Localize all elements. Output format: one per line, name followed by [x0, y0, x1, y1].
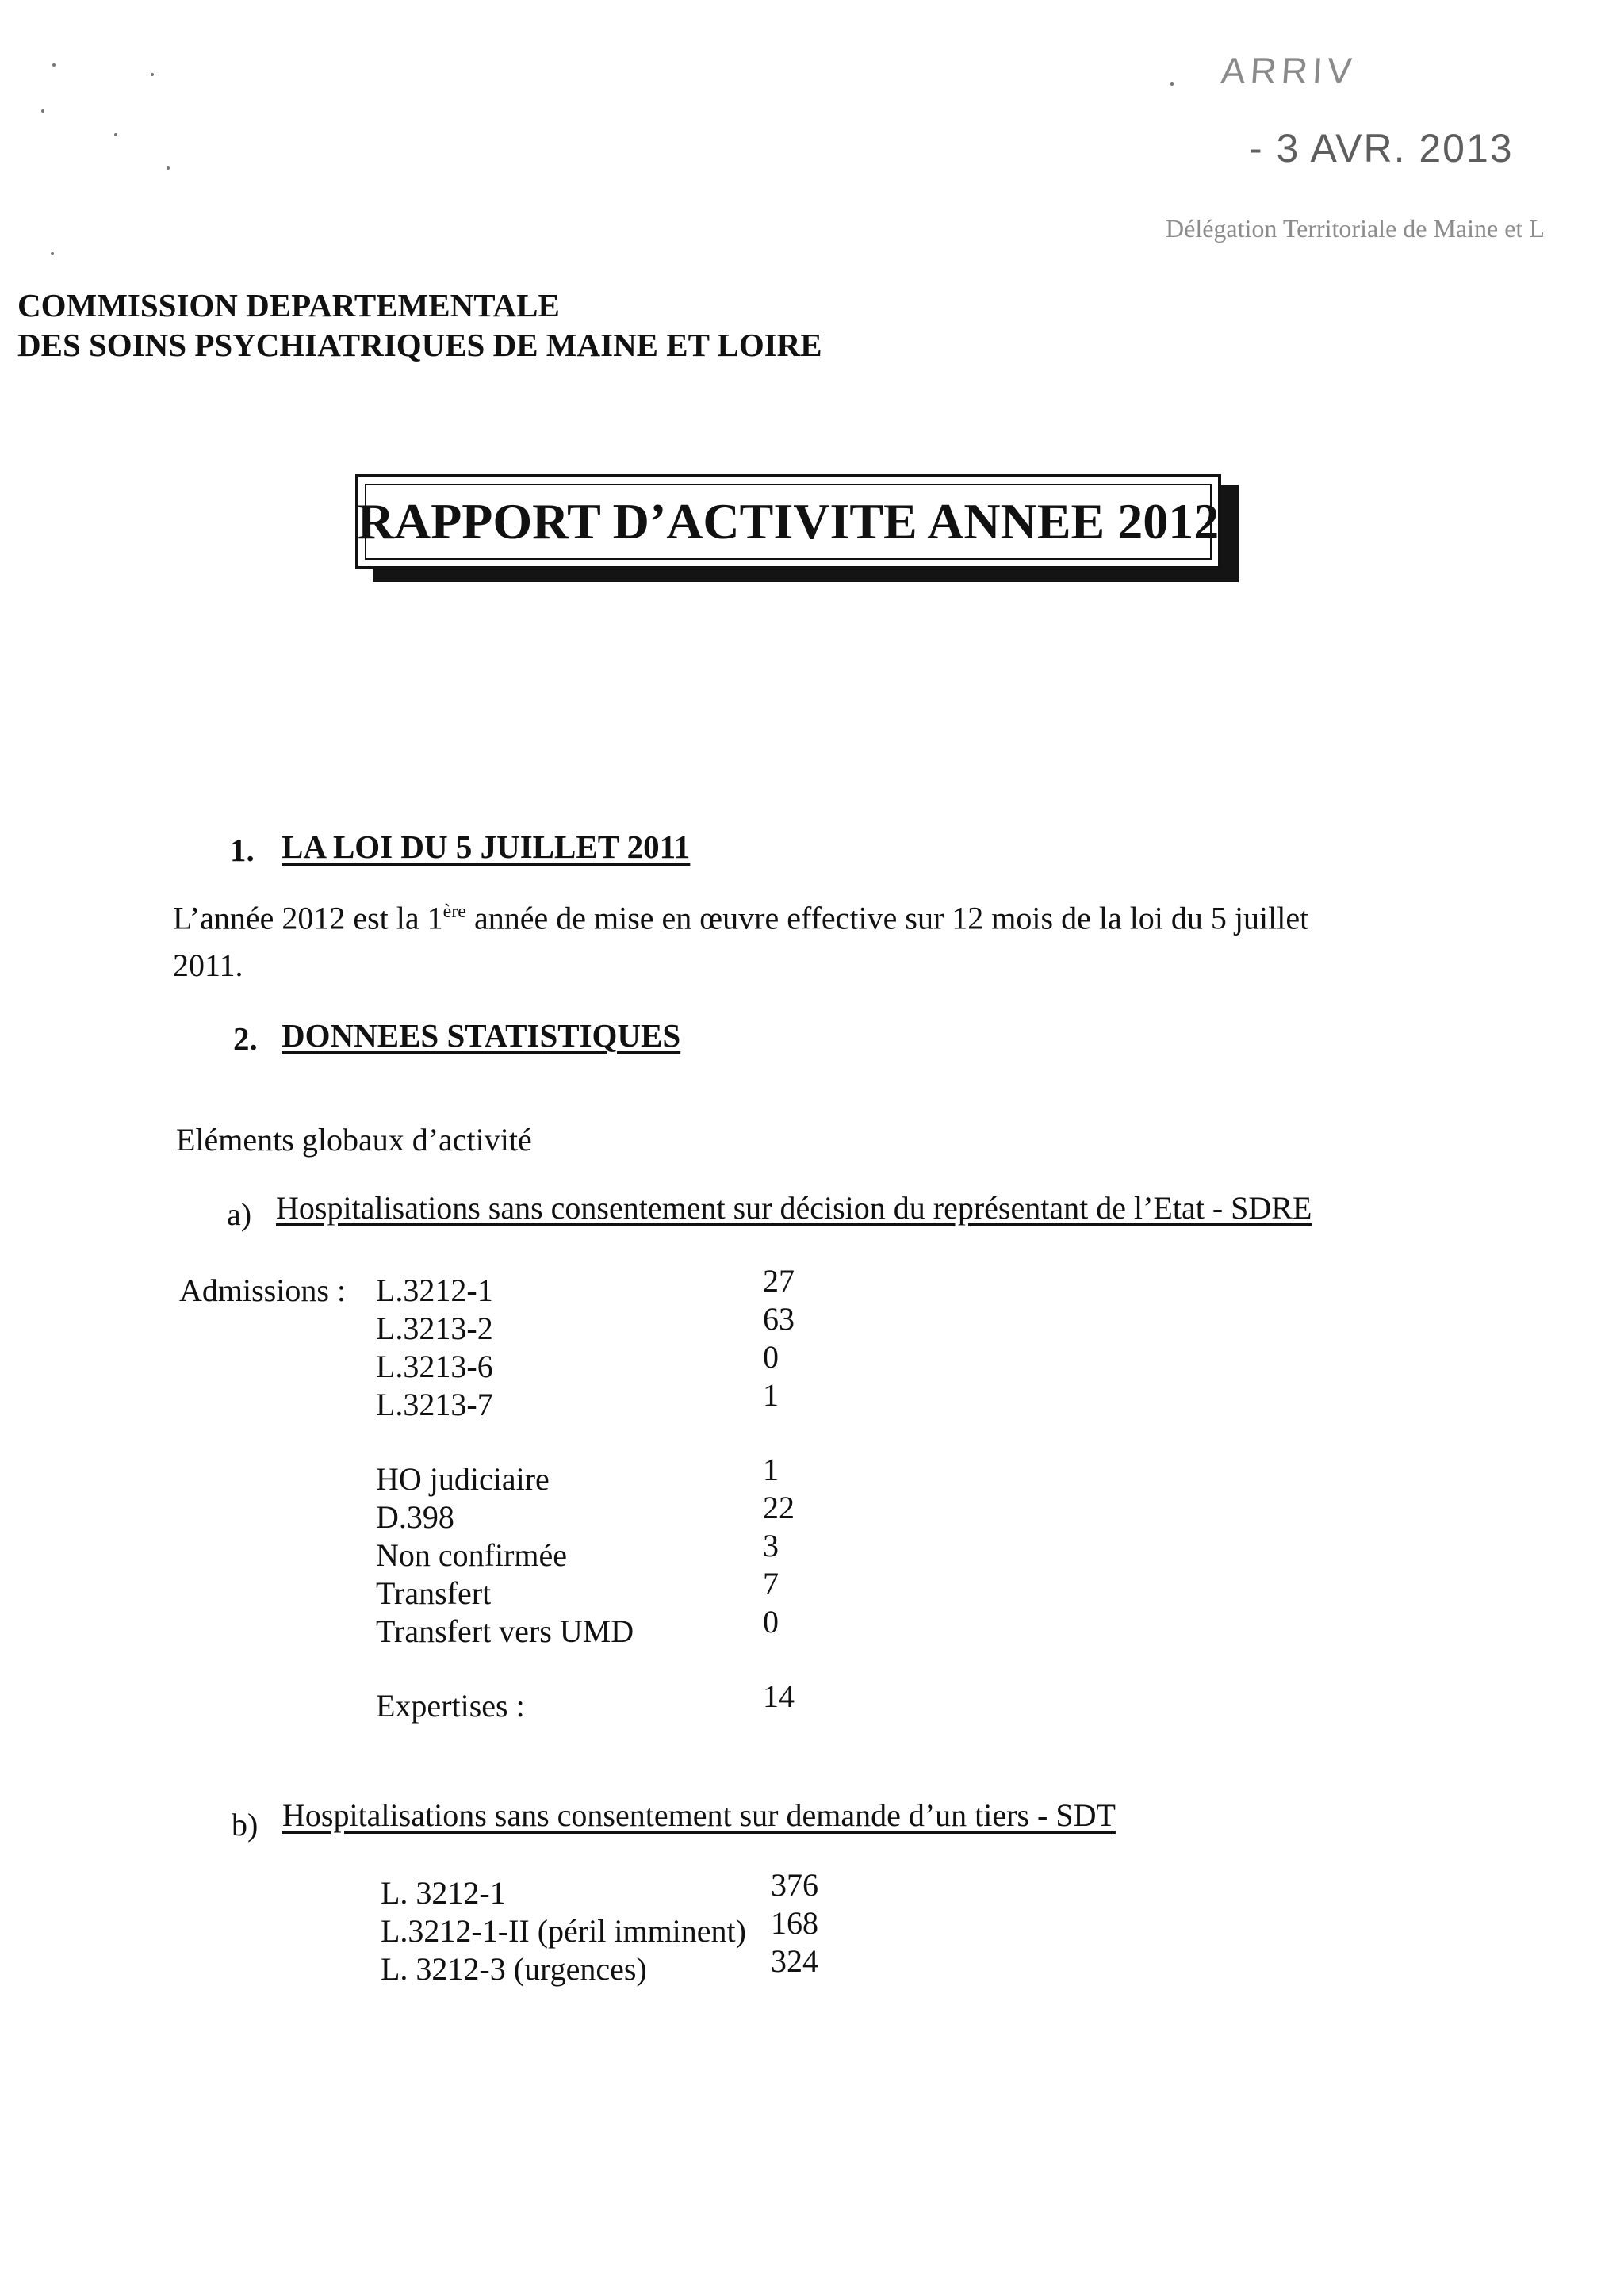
sdre-row-value: 1	[763, 1377, 779, 1413]
sdt-row-value: 324	[771, 1943, 818, 1979]
scan-speck	[1170, 82, 1174, 86]
section-1-paragraph	[173, 888, 1308, 989]
section-2-title: DONNEES STATISTIQUES	[282, 1017, 681, 1054]
scan-speck	[151, 73, 154, 76]
title-box	[355, 474, 1221, 569]
scan-speck	[41, 109, 44, 113]
sdre-row-label: Transfert vers UMD	[376, 1613, 634, 1649]
sdt-row-value: 168	[771, 1905, 818, 1941]
section-2-intro: Eléments globaux d’activité	[176, 1122, 532, 1158]
sdre-row-label: L.3213-7	[376, 1387, 493, 1422]
para-text-after: année de mise en œuvre effective sur 12 mois de la loi du 5 juillet	[465, 900, 1309, 936]
sdre-row-value: 14	[763, 1678, 795, 1714]
para-line-2: 2011.	[173, 947, 243, 984]
sdre-row-value: 1	[763, 1452, 779, 1487]
section-1-number: 1.	[230, 832, 255, 868]
scan-speck	[51, 252, 54, 255]
scan-speck	[114, 133, 117, 136]
sdt-row-label: L.3212-1-II (péril imminent)	[381, 1913, 746, 1949]
sdre-row-label: Expertises :	[376, 1688, 525, 1724]
section-2-number: 2.	[233, 1020, 258, 1057]
scan-speck	[52, 63, 56, 67]
stamp-arrive: ARRIV	[1220, 50, 1358, 91]
sdre-row-value: 3	[763, 1528, 779, 1563]
stamp-delegation: Délégation Territoriale de Maine et L	[1166, 214, 1545, 243]
scan-speck	[167, 166, 170, 170]
sdre-row-label: Transfert	[376, 1575, 492, 1611]
sub-a-title: Hospitalisations sans consentement sur décision du représentant de l’Etat - SDRE	[276, 1190, 1312, 1226]
sdre-row-label: Non confirmée	[376, 1537, 568, 1573]
sdre-row-value: 0	[763, 1604, 779, 1640]
sdre-row-value: 63	[763, 1301, 795, 1337]
sdre-row-value: 22	[763, 1490, 795, 1525]
sdt-row-label: L. 3212-1	[381, 1875, 506, 1911]
section-1-title: LA LOI DU 5 JUILLET 2011	[282, 828, 691, 865]
sdre-row-label: L.3213-2	[376, 1311, 493, 1346]
para-text-before: L’année 2012 est la 1	[173, 900, 443, 936]
para-superscript: ère	[442, 901, 466, 922]
sub-b-title: Hospitalisations sans consentement sur demande d’un tiers - SDT	[282, 1797, 1116, 1833]
sdre-row-label: L.3213-6	[376, 1349, 493, 1384]
sdt-row-label: L. 3212-3 (urgences)	[381, 1951, 647, 1987]
sdre-row-value: 0	[763, 1339, 779, 1375]
sdt-row-value: 376	[771, 1867, 818, 1903]
sdre-row-value: 7	[763, 1566, 779, 1601]
header-line-1: COMMISSION DEPARTEMENTALE	[17, 287, 560, 323]
admissions-label: Admissions :	[179, 1272, 347, 1308]
sub-a-letter: a)	[227, 1196, 252, 1232]
sdre-row-label: HO judiciaire	[376, 1461, 550, 1497]
sub-b-letter: b)	[232, 1807, 259, 1843]
header-line-2: DES SOINS PSYCHIATRIQUES DE MAINE ET LOIRE	[17, 327, 822, 363]
page-title: RAPPORT D’ACTIVITE ANNEE 2012	[365, 484, 1212, 560]
stamp-date: - 3 AVR. 2013	[1249, 126, 1514, 170]
sdre-row-label: D.398	[376, 1499, 454, 1535]
sdre-row-label: L.3212-1	[376, 1272, 493, 1308]
sdre-row-value: 27	[763, 1263, 795, 1299]
document-header	[17, 285, 822, 365]
